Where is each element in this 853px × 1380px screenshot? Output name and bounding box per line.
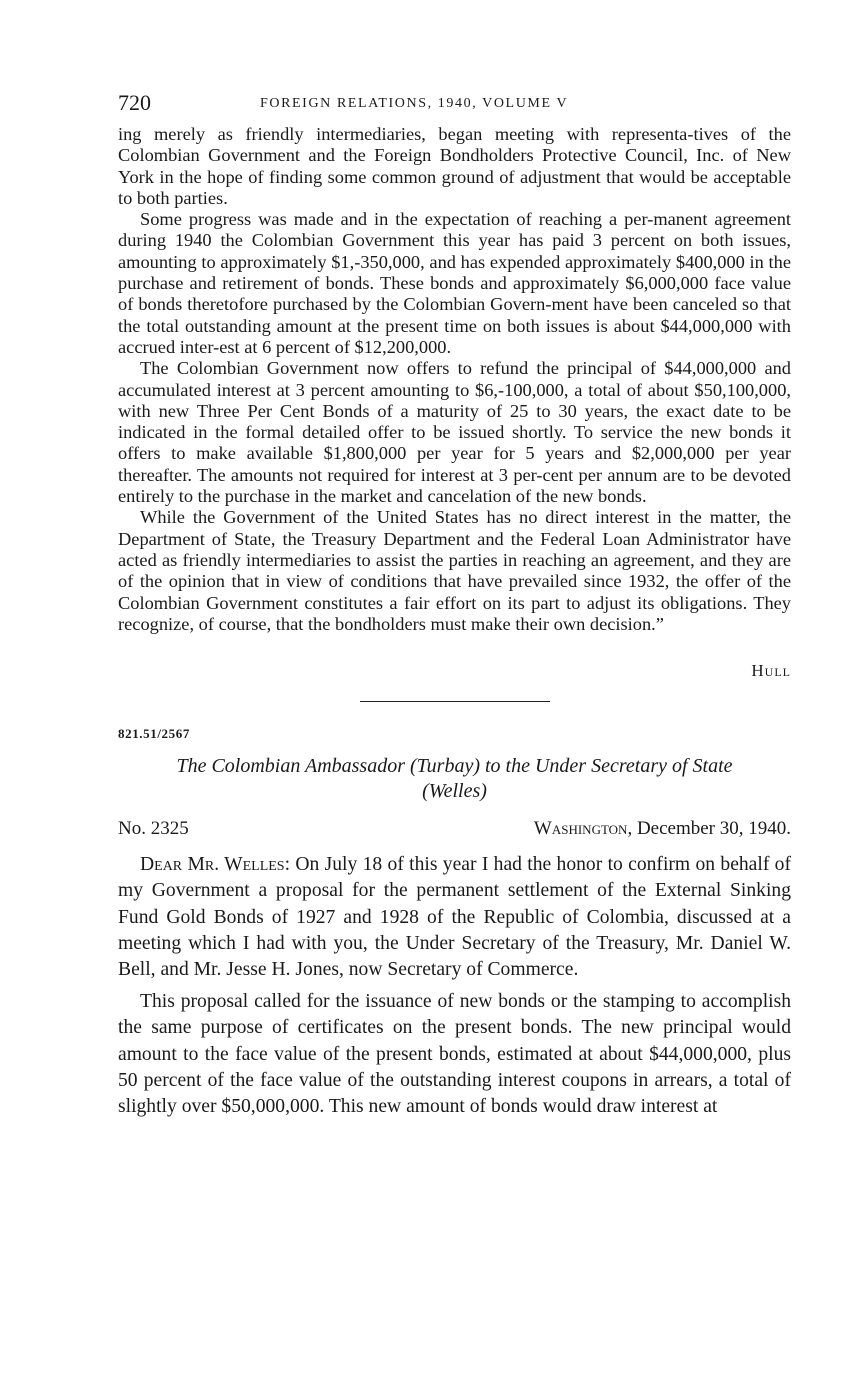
file-number: 821.51/2567 [118, 726, 190, 742]
letter-paragraph [118, 852, 791, 983]
signature: Hull [751, 661, 791, 681]
document-title [118, 754, 791, 804]
dateline [118, 818, 791, 846]
place-and-date [534, 818, 791, 840]
document-page [118, 88, 791, 1120]
document-number: No. 2325 [118, 818, 189, 840]
salutation: Dear Mr. Welles [140, 854, 285, 876]
place: Washington [533, 818, 628, 840]
document-title-line: The Colombian Ambassador (Turbay) to the Under Secretary of State [176, 755, 733, 778]
document-title-line: (Welles) [422, 780, 487, 803]
previous-document-text [118, 124, 791, 635]
date: , December 30, 1940. [627, 818, 791, 840]
letter-paragraph-body: : On July 18 of this year I had the honor to confirm on behalf of my Government a proposal for the permanent settlement of the External Sinking Fund Gold Bonds of 1927 and 1928 of the Republic of Colombia, discussed at a meeting which I had with you, the Under Secretary of the Treasury, Mr. Daniel W. Bell, and Mr. Jesse H. Jones, now Secretary of Commerce. [118, 854, 791, 980]
paragraph: While the Government of the United States has no direct interest in the matter, the Department of State, the Treasury Department and the Federal Loan Administrator have acted as friendly intermediaries to assist the parties in reaching an agreement, and they are of the opinion that in view of conditions that have prevailed since 1932, the offer of the Colombian Government constitutes a fair effort on its part to adjust its obligations. They recognize, of course, that the bondholders must make their own decision.” [118, 507, 791, 634]
page-number: 720 [118, 90, 151, 115]
running-head: FOREIGN RELATIONS, 1940, VOLUME V [260, 96, 569, 111]
section-divider [360, 701, 550, 702]
page-header [118, 88, 791, 124]
paragraph-continued: ing merely as friendly intermediaries, began meeting with representa-tives of the Colombian Government and the Foreign Bondholders Protective Council, Inc. of New York in the hope of finding some common ground of adjustment that would be acceptable to both parties. [118, 124, 791, 208]
letter-paragraph: This proposal called for the issuance of new bonds or the stamping to accomplish the same purpose of certificates on the present bonds. The new principal would amount to the face value of the present bonds, estimated at about $44,000,000, plus 50 percent of the face value of the outstanding interest coupons in arrears, a total of slightly over $50,000,000. This new amount of bonds would draw interest at [118, 991, 791, 1117]
paragraph: The Colombian Government now offers to refund the principal of $44,000,000 and accumulated interest at 3 percent amounting to $6,-100,000, a total of about $50,100,000, with new Three Per Cent Bonds of a maturity of 25 to 30 years, the exact date to be indicated in the formal detailed offer to be issued shortly. To service the new bonds it offers to make available $1,800,000 per year for 5 years and $2,000,000 per year thereafter. The amounts not required for interest at 3 per-cent per annum are to be devoted entirely to the purchase in the market and cancelation of the new bonds. [118, 358, 791, 507]
paragraph: Some progress was made and in the expectation of reaching a per-manent agreement during 1940 the Colombian Government this year has paid 3 percent on both issues, amounting to approximately $1,-350,000, and has expended approximately $400,000 in the purchase and retirement of bonds. These bonds and approximately $6,000,000 face value of bonds theretofore purchased by the Colombian Govern-ment have been canceled so that the total outstanding amount at the present time on both issues is about $44,000,000 with accrued inter-est at 6 percent of $12,200,000. [118, 209, 791, 357]
